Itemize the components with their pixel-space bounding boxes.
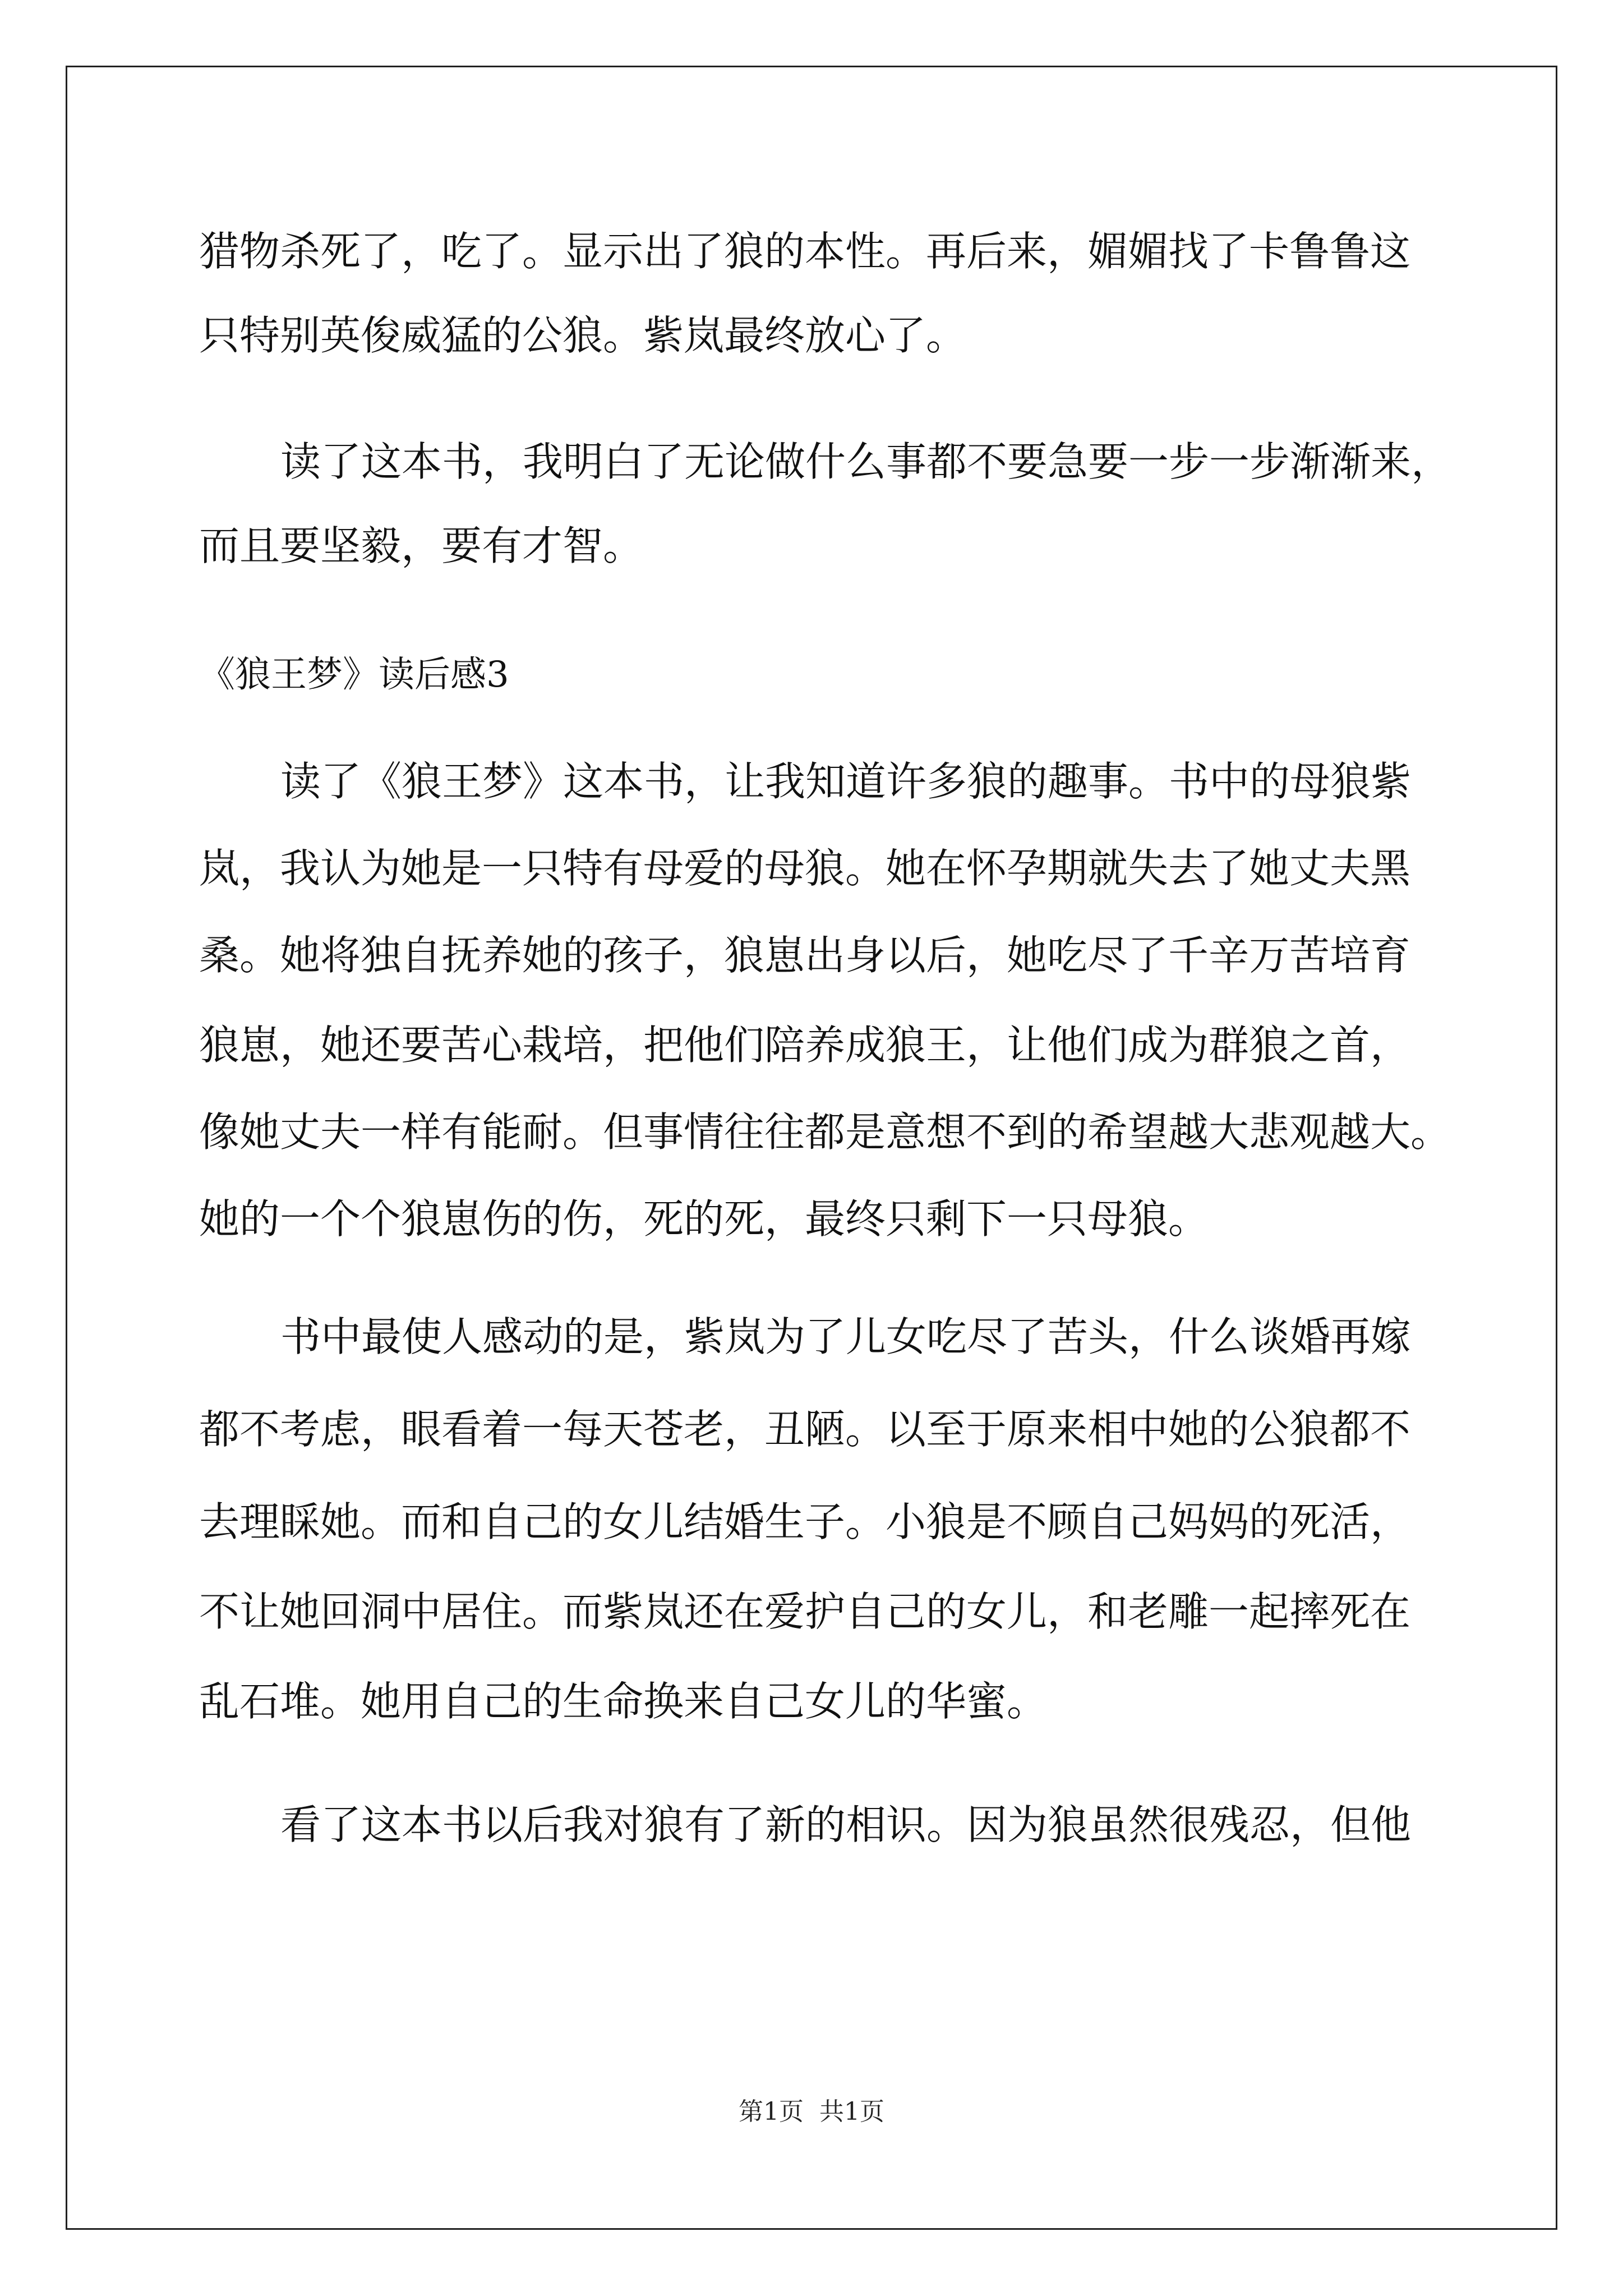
paragraph-start-line: 读了这本书，我明白了无论做什么事都不要急要一步一步渐渐来， (280, 438, 1452, 485)
text-line: 不让她回洞中居住。而紫岚还在爱护自己的女儿，和老雕一起摔死在 (199, 1588, 1411, 1635)
paragraph-start-line: 书中最使人感动的是，紫岚为了儿女吃尽了苦头，什么谈婚再嫁 (280, 1313, 1412, 1360)
text-line: 只特别英俊威猛的公狼。紫岚最终放心了。 (199, 312, 967, 359)
text-line: 岚，我认为她是一只特有母爱的母狼。她在怀孕期就失去了她丈夫黑 (199, 845, 1411, 892)
text-line: 乱石堆。她用自己的生命换来自己女儿的华蜜。 (199, 1678, 1048, 1725)
text-line: 像她丈夫一样有能耐。但事情往往都是意想不到的希望越大悲观越大。 (199, 1108, 1451, 1156)
text-line: 而且要坚毅，要有才智。 (199, 522, 644, 569)
section-heading: 《狼王梦》读后感3 (199, 654, 509, 696)
page-number: 第1页 (739, 2097, 804, 2126)
text-line: 狼崽，她还要苦心栽培，把他们陪养成狼王，让他们成为群狼之首， (199, 1022, 1411, 1069)
paragraph-start-line: 读了《狼王梦》这本书，让我知道许多狼的趣事。书中的母狼紫 (280, 758, 1412, 805)
paragraph-start-line: 看了这本书以后我对狼有了新的相识。因为狼虽然很残忍，但他 (280, 1801, 1412, 1848)
page-footer (0, 2095, 1623, 2129)
text-line: 猎物杀死了，吃了。显示出了狼的本性。再后来，媚媚找了卡鲁鲁这 (199, 228, 1411, 275)
text-line: 她的一个个狼崽伤的伤，死的死，最终只剩下一只母狼。 (199, 1195, 1209, 1243)
text-line: 都不考虑，眼看着一每天苍老，丑陋。以至于原来相中她的公狼都不 (199, 1406, 1411, 1453)
text-line: 桑。她将独自抚养她的孩子，狼崽出身以后，她吃尽了千辛万苦培育 (199, 932, 1411, 979)
page-total: 共1页 (819, 2097, 884, 2126)
text-line: 去理睬她。而和自己的女儿结婚生子。小狼是不顾自己妈妈的死活， (199, 1498, 1411, 1545)
